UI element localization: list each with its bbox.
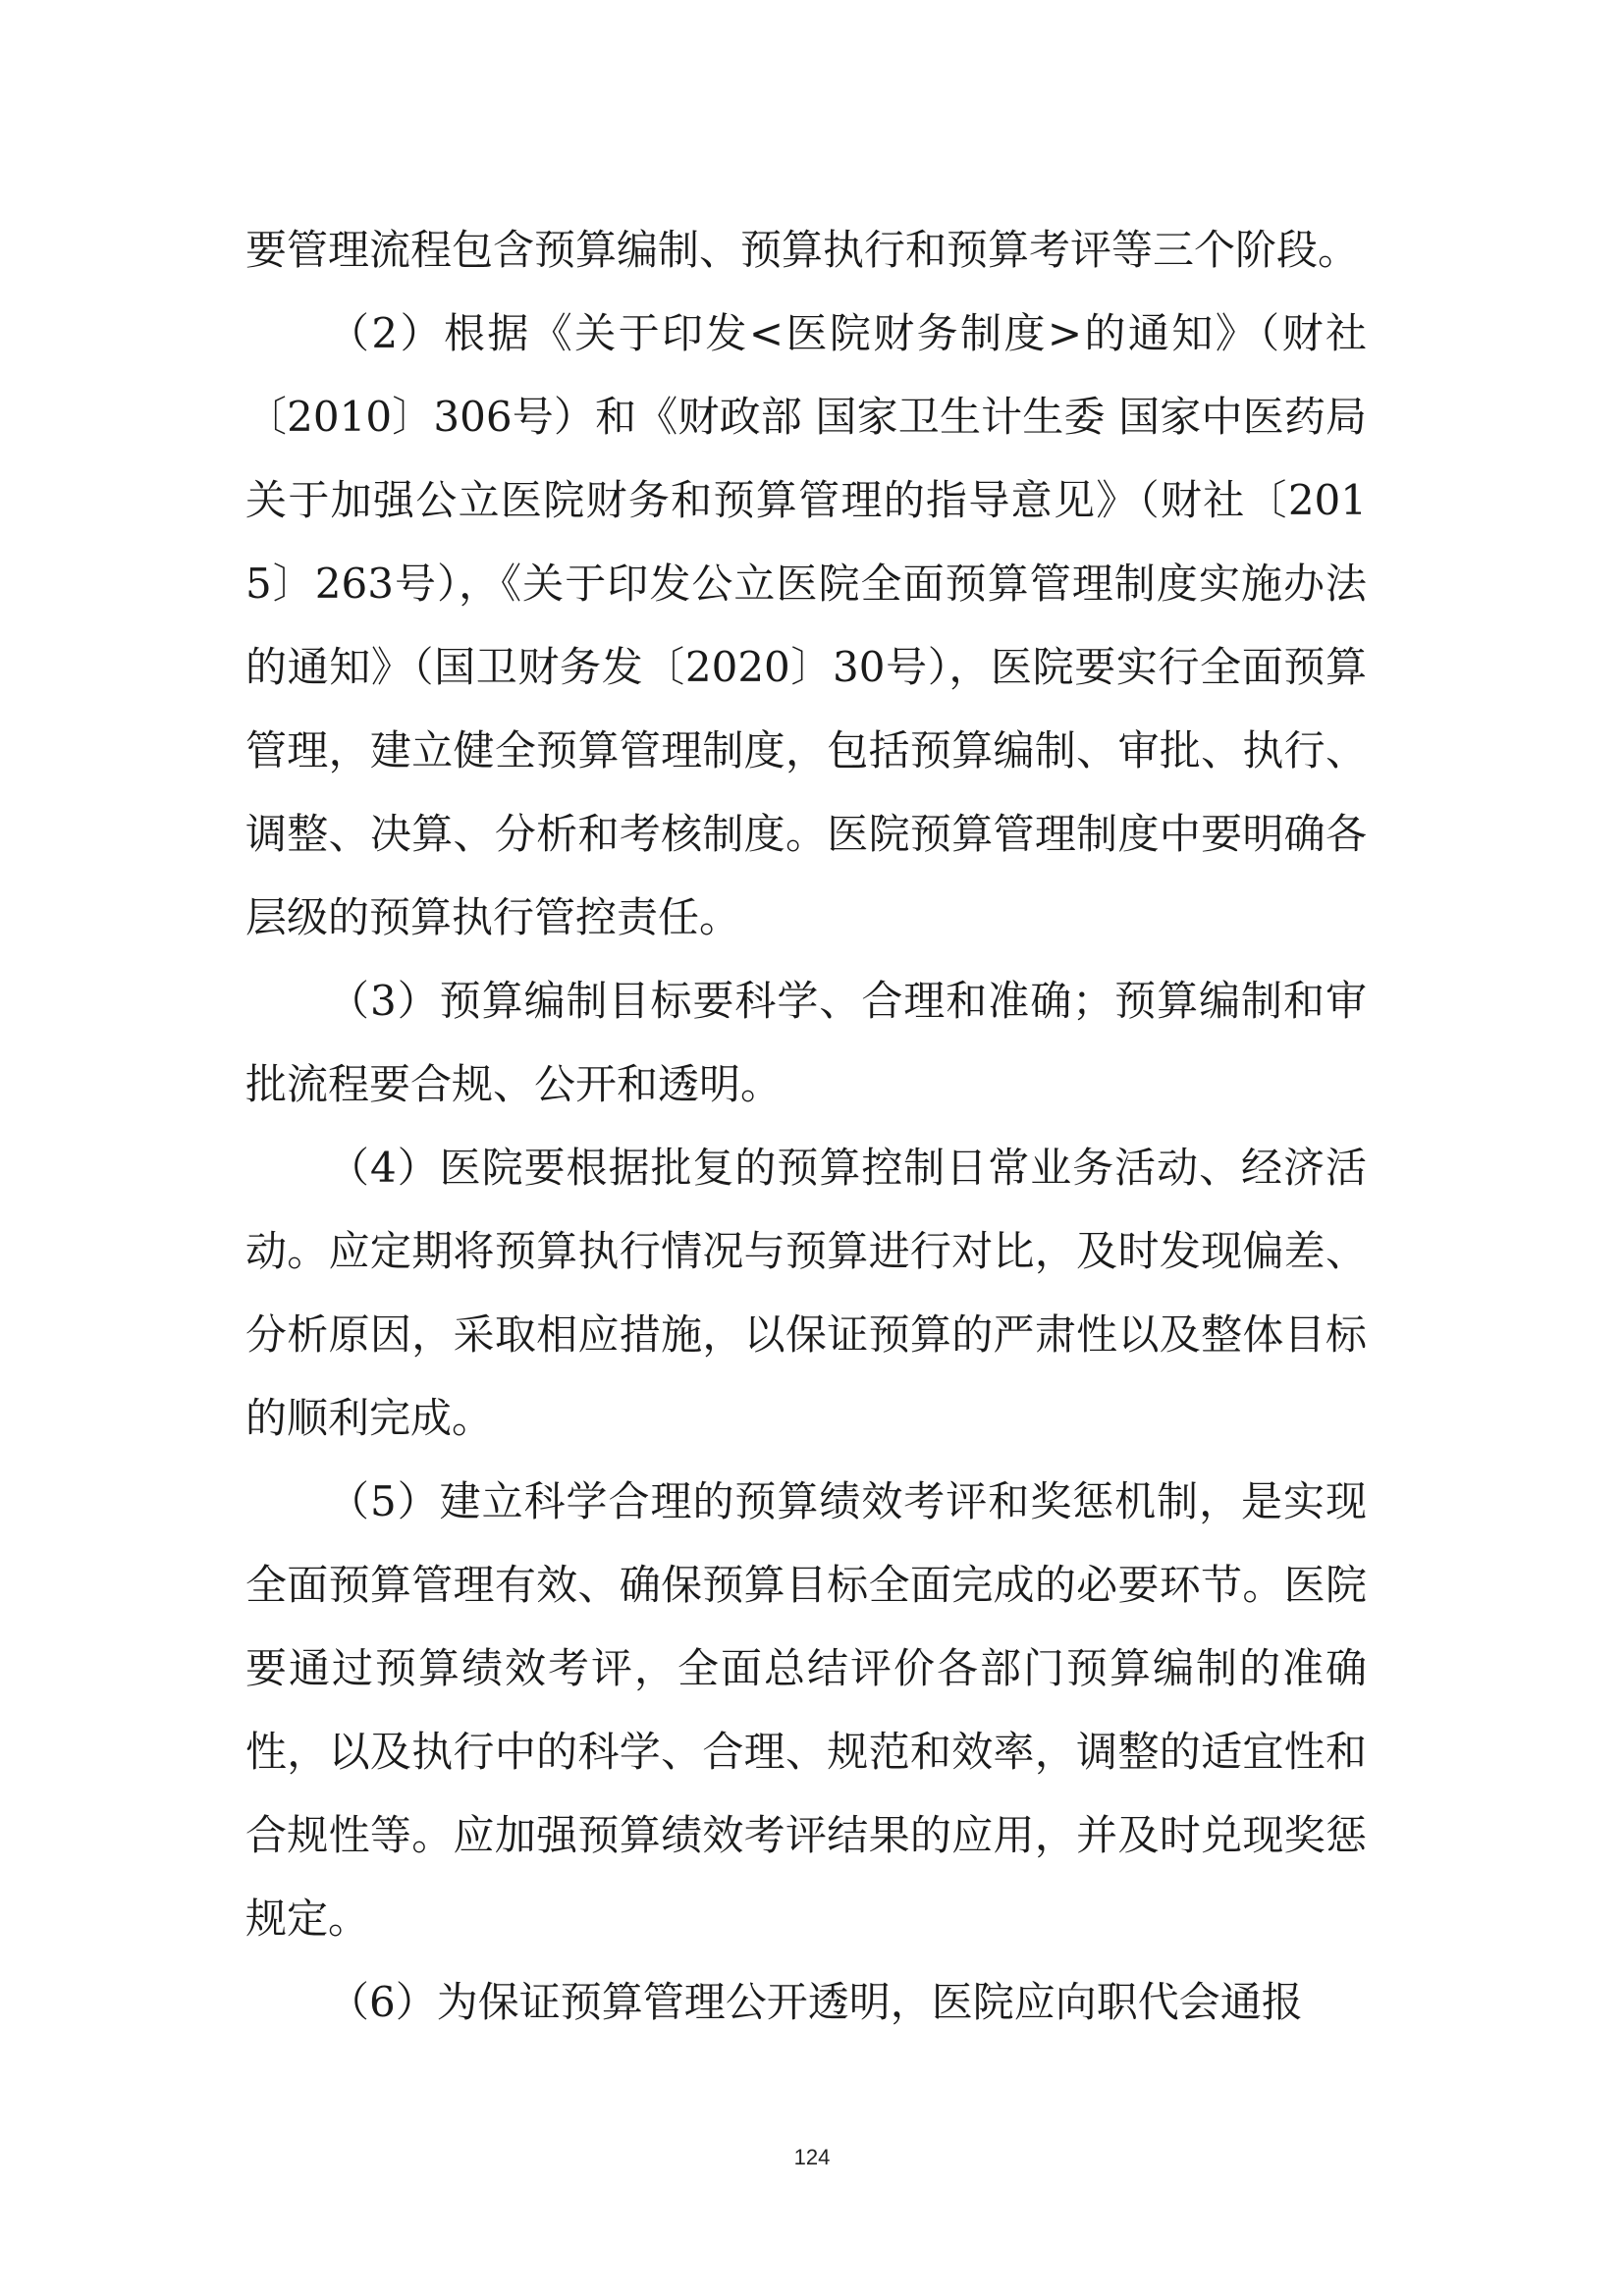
paragraph-item-3: （3）预算编制目标要科学、合理和准确；预算编制和审批流程要合规、公开和透明。 (245, 977, 1367, 1108)
paragraph-continuation: 要管理流程包含预算编制、预算执行和预算考评等三个阶段。 (245, 226, 1360, 274)
page-number: 124 (793, 2145, 831, 2169)
body-text (245, 208, 1367, 2044)
paragraph-item-4: （4）医院要根据批复的预算控制日常业务活动、经济活动。应定期将预算执行情况与预算进行对比，及时发现偏差、分析原因，采取相应措施，以保证预算的严肃性以及整体目标的顺利完成。 (245, 1144, 1367, 1442)
paragraph-item-6: （6）为保证预算管理公开透明，医院应向职代会通报 (328, 1978, 1303, 2026)
paragraph-item-2: （2）根据《关于印发<医院财务制度>的通知》（财社〔2010〕306号）和《财政部 国家卫生计生委 国家中医药局关于加强公立医院财务和预算管理的指导意见》（财社〔2015〕263号），《关于印发公立医院全面预算管理制度实施办法的通知》（国卫财务发〔2020〕30号），医院要实行全面预算管理，建立健全预算管理制度，包括预算编制、审批、执行、调整、决算、分析和考核制度。医院预算管理制度中要明确各层级的预算执行管控责任。 (245, 309, 1367, 941)
paragraph-item-5: （5）建立科学合理的预算绩效考评和奖惩机制，是实现全面预算管理有效、确保预算目标全面完成的必要环节。医院要通过预算绩效考评，全面总结评价各部门预算编制的准确性，以及执行中的科学、合理、规范和效率，调整的适宜性和合规性等。应加强预算绩效考评结果的应用，并及时兑现奖惩规定。 (245, 1477, 1367, 1943)
